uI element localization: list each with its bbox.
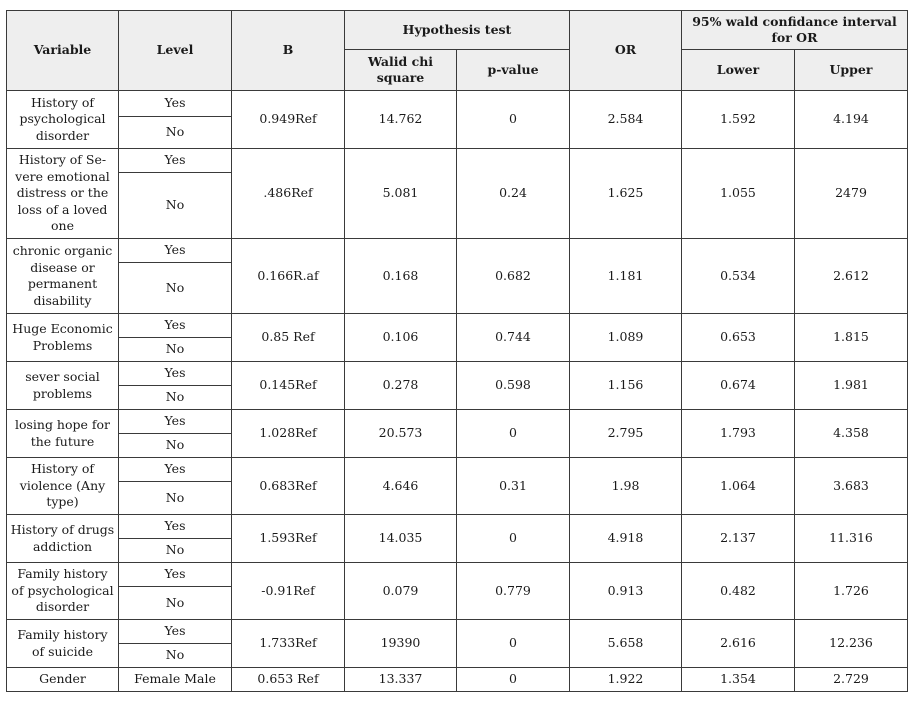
table-row [7,410,908,434]
cell-b: 1.028Ref [232,410,345,458]
cell-level: No [119,173,232,239]
table-body [7,91,908,692]
cell-walid-chi-square: 0.106 [345,314,457,362]
cell-or: 1.181 [570,239,682,314]
cell-b: 1.593Ref [232,515,345,563]
cell-upper: 4.194 [795,91,908,149]
cell-level: No [119,482,232,515]
cell-b: 0.683Ref [232,458,345,515]
cell-upper: 2479 [795,149,908,239]
cell-lower: 1.793 [682,410,795,458]
table-row [7,239,908,263]
cell-lower: 1.064 [682,458,795,515]
cell-or: 1.625 [570,149,682,239]
cell-p-value: 0 [457,620,570,668]
cell-walid-chi-square: 14.762 [345,91,457,149]
cell-lower: 1.055 [682,149,795,239]
cell-upper: 2.729 [795,668,908,692]
cell-variable: History of psychological disorder [7,91,119,149]
cell-upper: 12.236 [795,620,908,668]
cell-level: Yes [119,362,232,386]
header-level: Level [119,11,232,91]
table-row [7,620,908,644]
cell-lower: 0.534 [682,239,795,314]
cell-walid-chi-square: 0.278 [345,362,457,410]
cell-variable: History of drugs addiction [7,515,119,563]
cell-level: Yes [119,314,232,338]
cell-b: 1.733Ref [232,620,345,668]
cell-or: 1.922 [570,668,682,692]
cell-p-value: 0 [457,668,570,692]
cell-lower: 0.653 [682,314,795,362]
cell-upper: 2.612 [795,239,908,314]
cell-variable: losing hope for the future [7,410,119,458]
cell-or: 1.156 [570,362,682,410]
cell-level: No [119,539,232,563]
cell-walid-chi-square: 4.646 [345,458,457,515]
cell-or: 2.795 [570,410,682,458]
cell-variable: Family history of psychological disorder [7,563,119,620]
cell-level: No [119,338,232,362]
cell-b: 0.166R.af [232,239,345,314]
cell-p-value: 0.682 [457,239,570,314]
cell-b: -0.91Ref [232,563,345,620]
header-hypothesis-test: Hypothesis test [345,11,570,50]
cell-walid-chi-square: 13.337 [345,668,457,692]
cell-p-value: 0.744 [457,314,570,362]
cell-p-value: 0 [457,515,570,563]
header-lower: Lower [682,50,795,91]
cell-variable: Huge Economic Problems [7,314,119,362]
cell-level: No [119,587,232,620]
cell-level: No [119,644,232,668]
cell-level: No [119,263,232,314]
header-walid-chi-square: Walid chi square [345,50,457,91]
cell-p-value: 0.598 [457,362,570,410]
cell-lower: 1.592 [682,91,795,149]
header-b: B [232,11,345,91]
cell-walid-chi-square: 5.081 [345,149,457,239]
header-upper: Upper [795,50,908,91]
cell-upper: 11.316 [795,515,908,563]
cell-level: Yes [119,620,232,644]
cell-walid-chi-square: 19390 [345,620,457,668]
cell-walid-chi-square: 0.079 [345,563,457,620]
cell-or: 4.918 [570,515,682,563]
cell-upper: 1.981 [795,362,908,410]
cell-walid-chi-square: 20.573 [345,410,457,458]
cell-p-value: 0 [457,91,570,149]
cell-level: Yes [119,149,232,173]
table-row [7,668,908,692]
cell-b: 0.85 Ref [232,314,345,362]
header-variable: Variable [7,11,119,91]
cell-walid-chi-square: 0.168 [345,239,457,314]
cell-p-value: 0.31 [457,458,570,515]
cell-variable: chronic organic disease or permanent disability [7,239,119,314]
table-row [7,563,908,587]
cell-p-value: 0 [457,410,570,458]
cell-b: .486Ref [232,149,345,239]
cell-b: 0.653 Ref [232,668,345,692]
header-or: OR [570,11,682,91]
cell-or: 0.913 [570,563,682,620]
cell-or: 2.584 [570,91,682,149]
cell-level: No [119,434,232,458]
table-row [7,149,908,173]
cell-upper: 1.815 [795,314,908,362]
cell-lower: 0.482 [682,563,795,620]
cell-level: No [119,117,232,149]
cell-b: 0.145Ref [232,362,345,410]
logistic-regression-table [6,10,908,692]
table-row [7,314,908,338]
table-row [7,362,908,386]
cell-variable: Gender [7,668,119,692]
cell-level: Yes [119,563,232,587]
cell-variable: History of violence (Any type) [7,458,119,515]
cell-level: Female Male [119,668,232,692]
cell-lower: 0.674 [682,362,795,410]
table-row [7,515,908,539]
table-row [7,91,908,117]
cell-or: 1.089 [570,314,682,362]
cell-walid-chi-square: 14.035 [345,515,457,563]
table-row [7,458,908,482]
cell-variable: Family history of suicide [7,620,119,668]
cell-lower: 1.354 [682,668,795,692]
cell-upper: 1.726 [795,563,908,620]
cell-variable: History of Se-vere emotional distress or the loss of a loved one [7,149,119,239]
cell-upper: 3.683 [795,458,908,515]
cell-lower: 2.137 [682,515,795,563]
cell-level: No [119,386,232,410]
cell-level: Yes [119,91,232,117]
cell-p-value: 0.779 [457,563,570,620]
cell-or: 5.658 [570,620,682,668]
header-p-value: p-value [457,50,570,91]
header-confidence-interval: 95% wald confidance interval for OR [682,11,908,50]
cell-b: 0.949Ref [232,91,345,149]
cell-level: Yes [119,515,232,539]
cell-p-value: 0.24 [457,149,570,239]
cell-level: Yes [119,239,232,263]
cell-lower: 2.616 [682,620,795,668]
cell-upper: 4.358 [795,410,908,458]
cell-variable: sever social problems [7,362,119,410]
cell-level: Yes [119,458,232,482]
cell-or: 1.98 [570,458,682,515]
cell-level: Yes [119,410,232,434]
